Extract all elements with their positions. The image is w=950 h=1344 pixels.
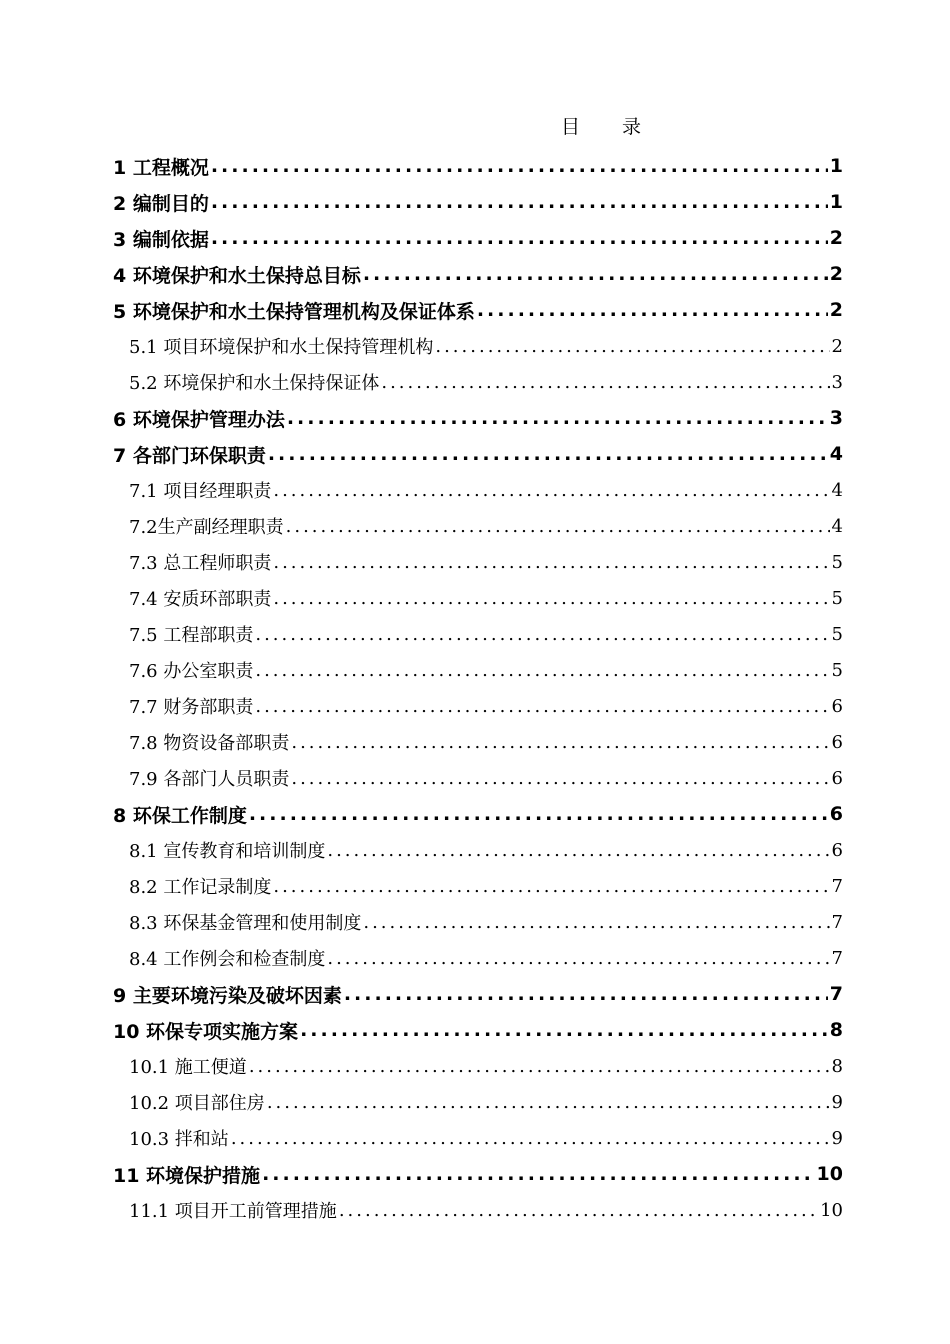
toc-entry-label: 8.1 宣传教育和培训制度	[129, 841, 326, 862]
toc-entry-subsection[interactable]	[113, 616, 843, 652]
toc-entry-section[interactable]	[113, 256, 843, 292]
toc-dot-leader	[262, 1163, 814, 1185]
toc-entry-label: 4 环境保护和水土保持总目标	[113, 264, 361, 287]
toc-entry-page-number: 6	[831, 731, 843, 753]
toc-dot-leader	[363, 912, 829, 933]
toc-entry-label: 10.1 施工便道	[129, 1057, 247, 1078]
toc-entry-page-number: 10	[816, 1163, 843, 1185]
toc-dot-leader	[273, 588, 829, 609]
toc-dot-leader	[211, 227, 828, 249]
toc-entry-page-number: 5	[831, 551, 843, 573]
toc-entry-label: 5 环境保护和水土保持管理机构及保证体系	[113, 300, 475, 323]
toc-entry-subsection[interactable]	[113, 832, 843, 868]
toc-entry-page-number: 5	[831, 623, 843, 645]
toc-entry-subsection[interactable]	[113, 364, 843, 400]
toc-entry-page-number: 7	[831, 947, 843, 969]
toc-entry-page-number: 1	[829, 155, 843, 177]
toc-entry-section[interactable]	[113, 436, 843, 472]
toc-entry-label: 7.9 各部门人员职责	[129, 769, 290, 790]
toc-entry-section[interactable]	[113, 184, 843, 220]
toc-entry-section[interactable]	[113, 400, 843, 436]
toc-entry-page-number: 7	[829, 983, 843, 1005]
toc-entry-label: 7.5 工程部职责	[129, 625, 254, 646]
toc-dot-leader	[249, 1056, 830, 1077]
toc-dot-leader	[273, 480, 829, 501]
toc-dot-leader	[286, 516, 830, 537]
toc-entry-page-number: 6	[831, 767, 843, 789]
toc-dot-leader	[273, 876, 829, 897]
toc-entry-subsection[interactable]	[113, 940, 843, 976]
toc-entry-subsection[interactable]	[113, 1192, 843, 1228]
toc-entry-page-number: 5	[831, 659, 843, 681]
toc-dot-leader	[435, 336, 829, 357]
toc-dot-leader	[255, 624, 829, 645]
toc-entry-label: 7.3 总工程师职责	[129, 553, 272, 574]
toc-entry-page-number: 6	[829, 803, 843, 825]
toc-entry-section[interactable]	[113, 148, 843, 184]
toc-entry-subsection[interactable]	[113, 868, 843, 904]
toc-dot-leader	[211, 155, 828, 177]
toc-entry-page-number: 2	[829, 299, 843, 321]
toc-entry-page-number: 6	[831, 695, 843, 717]
toc-entry-page-number: 2	[829, 263, 843, 285]
toc-dot-leader	[255, 696, 829, 717]
toc-entry-page-number: 9	[831, 1127, 843, 1149]
toc-entry-label: 7.6 办公室职责	[129, 661, 254, 682]
toc-dot-leader	[249, 803, 828, 825]
toc-dot-leader	[287, 407, 828, 429]
toc-entry-page-number: 8	[829, 1019, 843, 1041]
toc-entry-subsection[interactable]	[113, 1120, 843, 1156]
toc-entry-subsection[interactable]	[113, 544, 843, 580]
toc-entry-label: 8.2 工作记录制度	[129, 877, 272, 898]
toc-entry-subsection[interactable]	[113, 508, 843, 544]
toc-entry-label: 10.3 拌和站	[129, 1129, 229, 1150]
toc-entry-subsection[interactable]	[113, 688, 843, 724]
toc-entry-page-number: 3	[829, 407, 843, 429]
toc-dot-leader	[300, 1019, 828, 1041]
toc-dot-leader	[291, 768, 829, 789]
toc-dot-leader	[273, 552, 829, 573]
toc-dot-leader	[327, 840, 829, 861]
toc-entry-subsection[interactable]	[113, 472, 843, 508]
toc-entry-subsection[interactable]	[113, 904, 843, 940]
toc-entry-section[interactable]	[113, 976, 843, 1012]
toc-dot-leader	[267, 1092, 830, 1113]
toc-entry-page-number: 7	[831, 911, 843, 933]
toc-entry-page-number: 3	[831, 371, 843, 393]
toc-entry-label: 7.1 项目经理职责	[129, 481, 272, 502]
toc-dot-leader	[255, 660, 829, 681]
toc-entry-label: 7.7 财务部职责	[129, 697, 254, 718]
toc-entry-label: 7.4 安质环部职责	[129, 589, 272, 610]
toc-entry-page-number: 7	[831, 875, 843, 897]
toc-entry-label: 8 环保工作制度	[113, 804, 247, 827]
toc-entry-page-number: 5	[831, 587, 843, 609]
toc-entry-label: 6 环境保护管理办法	[113, 408, 285, 431]
toc-dot-leader	[339, 1200, 818, 1221]
toc-entry-label: 5.1 项目环境保护和水土保持管理机构	[129, 337, 434, 358]
toc-entry-subsection[interactable]	[113, 652, 843, 688]
toc-entry-section[interactable]	[113, 292, 843, 328]
toc-entry-section[interactable]	[113, 1156, 843, 1192]
toc-entry-section[interactable]	[113, 1012, 843, 1048]
toc-entry-subsection[interactable]	[113, 724, 843, 760]
toc-entry-page-number: 9	[831, 1091, 843, 1113]
toc-entry-label: 9 主要环境污染及破坏因素	[113, 984, 342, 1007]
toc-dot-leader	[268, 443, 828, 465]
toc-entry-subsection[interactable]	[113, 1048, 843, 1084]
toc-entry-label: 11.1 项目开工前管理措施	[129, 1201, 337, 1222]
toc-entry-label: 5.2 环境保护和水土保持保证体	[129, 373, 380, 394]
toc-entry-section[interactable]	[113, 796, 843, 832]
toc-entry-label: 7 各部门环保职责	[113, 444, 266, 467]
toc-entry-page-number: 2	[831, 335, 843, 357]
toc-entry-label: 7.2生产副经理职责	[129, 517, 284, 538]
toc-dot-leader	[327, 948, 829, 969]
toc-entry-subsection[interactable]	[113, 1084, 843, 1120]
toc-title: 目 录	[560, 116, 660, 138]
toc-entry-page-number: 8	[831, 1055, 843, 1077]
toc-entry-page-number: 1	[829, 191, 843, 213]
toc-dot-leader	[231, 1128, 830, 1149]
toc-entry-label: 10.2 项目部住房	[129, 1093, 265, 1114]
toc-entry-label: 7.8 物资设备部职责	[129, 733, 290, 754]
toc-entry-label: 2 编制目的	[113, 192, 209, 215]
toc-dot-leader	[211, 191, 828, 213]
toc-entry-label: 8.3 环保基金管理和使用制度	[129, 913, 362, 934]
toc-dot-leader	[344, 983, 828, 1005]
toc-dot-leader	[291, 732, 829, 753]
toc-entry-label: 1 工程概况	[113, 156, 209, 179]
toc-dot-leader	[381, 372, 829, 393]
toc-entry-label: 8.4 工作例会和检查制度	[129, 949, 326, 970]
toc-entry-page-number: 6	[831, 839, 843, 861]
toc-entry-subsection[interactable]	[113, 580, 843, 616]
toc-entry-label: 3 编制依据	[113, 228, 209, 251]
toc-dot-leader	[363, 263, 828, 285]
toc-entry-page-number: 4	[831, 479, 843, 501]
toc-entry-section[interactable]	[113, 220, 843, 256]
toc-entry-page-number: 2	[829, 227, 843, 249]
toc-dot-leader	[477, 299, 828, 321]
toc-entry-label: 10 环保专项实施方案	[113, 1020, 299, 1043]
toc-entry-page-number: 4	[831, 515, 843, 537]
toc-entry-subsection[interactable]	[113, 328, 843, 364]
toc-entry-page-number: 10	[820, 1199, 843, 1221]
toc-entry-label: 11 环境保护措施	[113, 1164, 261, 1187]
table-of-contents	[113, 148, 843, 1228]
toc-entry-subsection[interactable]	[113, 760, 843, 796]
toc-entry-page-number: 4	[829, 443, 843, 465]
